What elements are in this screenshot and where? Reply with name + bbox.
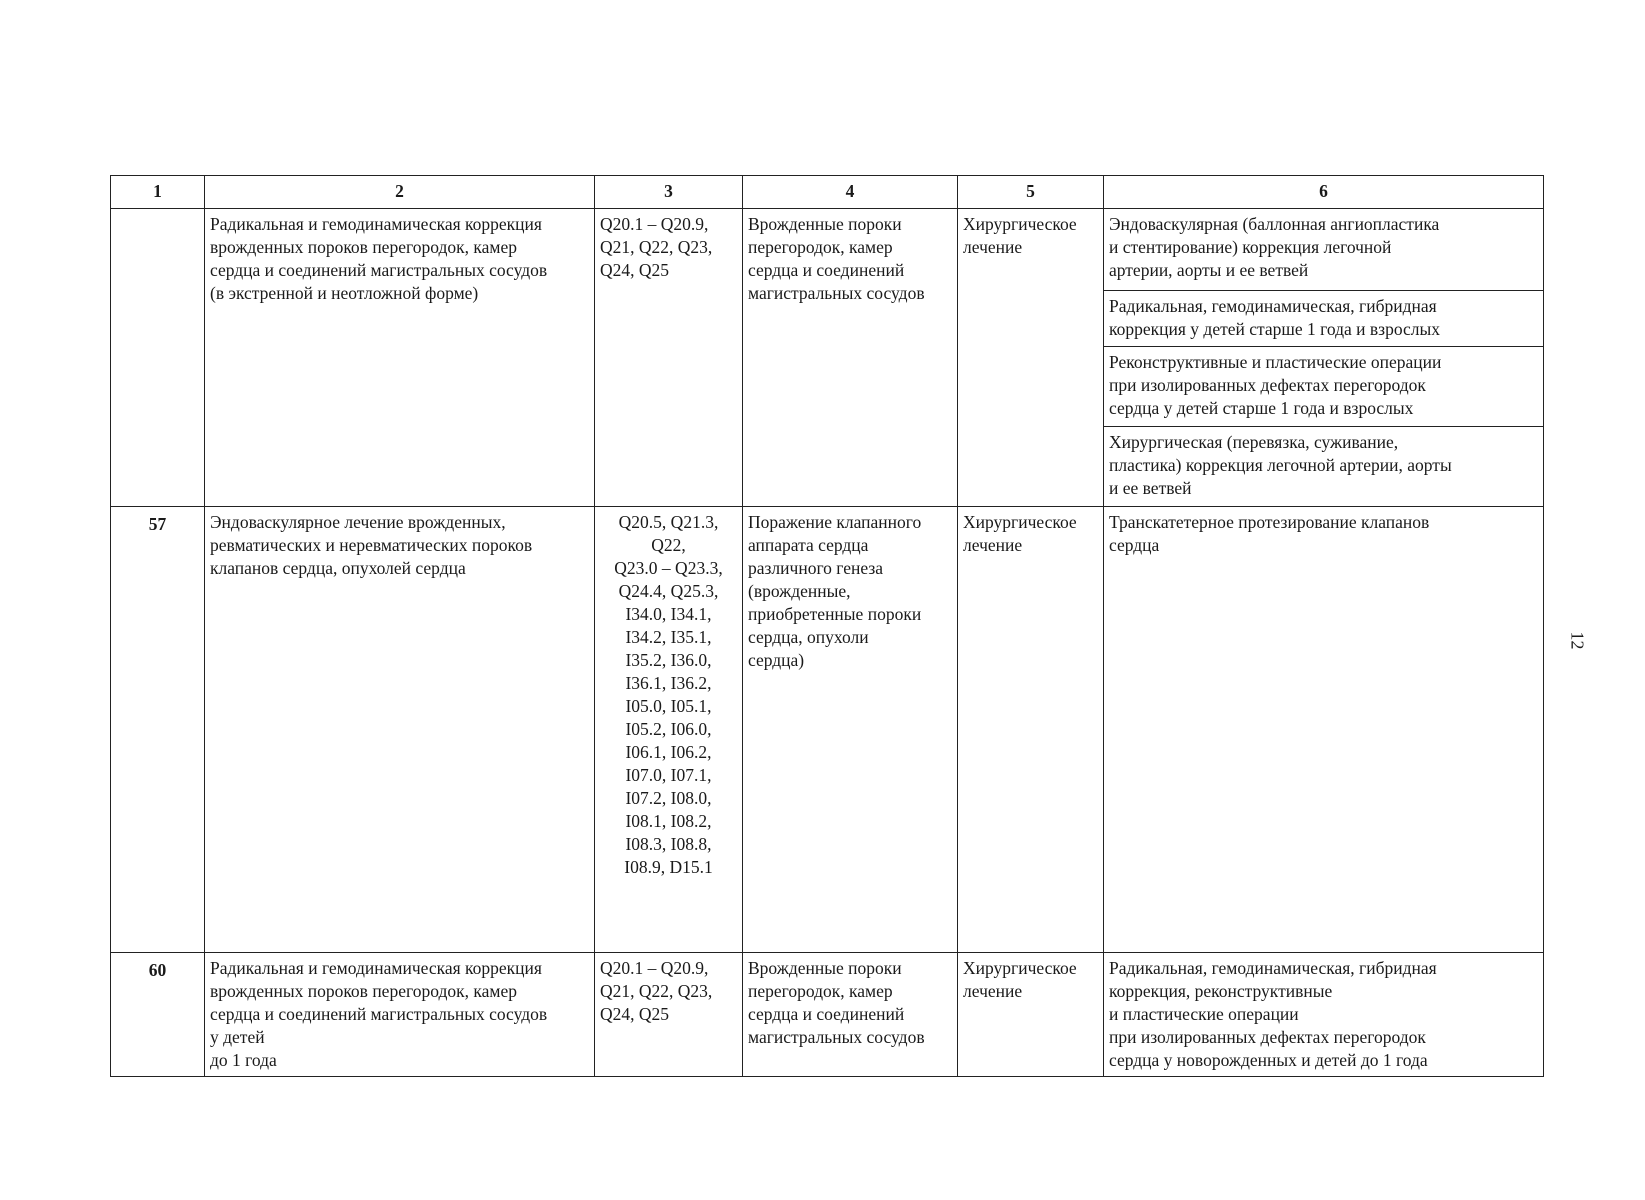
header-col-4: 4: [743, 176, 958, 209]
row-codes: Q20.5, Q21.3, Q22, Q23.0 – Q23.3, Q24.4, Q25.3, I34.0, I34.1, I34.2, I35.1, I35.2, I36.0, I36.1, I36.2, I05.0, I05.1, I05.2, I06.0, I06.1, I06.2, I07.0, I07.1, I07.2, I08.0, I08.1, I08.2, I08.3, I08.8, I08.9, D15.1: [595, 507, 743, 953]
procedures-table: [110, 175, 1544, 1077]
row-number: 57: [111, 507, 205, 953]
row-name: Эндоваскулярное лечение врожденных, ревматических и неревматических пороков клапанов сердца, опухолей сердца: [205, 507, 595, 953]
row-number: 60: [111, 953, 205, 1077]
row-name: Радикальная и гемодинамическая коррекция врожденных пороков перегородок, камер сердца и соединений магистральных сосудов у детей до 1 года: [205, 953, 595, 1077]
row-method: Эндоваскулярная (баллонная ангиопластика и стентирование) коррекция легочной артерии, аорты и ее ветвей: [1104, 209, 1544, 291]
row-method: Радикальная, гемодинамическая, гибридная коррекция, реконструктивные и пластические операции при изолированных дефектах перегородок сердца у новорожденных и детей до 1 года: [1104, 953, 1544, 1077]
row-model: Врожденные пороки перегородок, камер сердца и соединений магистральных сосудов: [743, 953, 958, 1077]
table-row: [111, 507, 1544, 953]
row-codes: Q20.1 – Q20.9, Q21, Q22, Q23, Q24, Q25: [595, 953, 743, 1077]
header-col-6: 6: [1104, 176, 1544, 209]
page-number: 12: [1567, 631, 1588, 650]
row-name: Радикальная и гемодинамическая коррекция врожденных пороков перегородок, камер сердца и соединений магистральных сосудов (в экстренной и неотложной форме): [205, 209, 595, 507]
header-row: [111, 176, 1544, 209]
row-method: Радикальная, гемодинамическая, гибридная коррекция у детей старше 1 года и взрослых: [1104, 291, 1544, 347]
row-model: Поражение клапанного аппарата сердца различного генеза (врожденные, приобретенные пороки сердца, опухоли сердца): [743, 507, 958, 953]
row-model: Врожденные пороки перегородок, камер сердца и соединений магистральных сосудов: [743, 209, 958, 507]
header-col-2: 2: [205, 176, 595, 209]
header-col-5: 5: [958, 176, 1104, 209]
table-row: [111, 953, 1544, 1077]
row-treatment: Хирургическое лечение: [958, 953, 1104, 1077]
row-codes: Q20.1 – Q20.9, Q21, Q22, Q23, Q24, Q25: [595, 209, 743, 507]
row-treatment: Хирургическое лечение: [958, 507, 1104, 953]
row-method: Транскатетерное протезирование клапанов сердца: [1104, 507, 1544, 953]
row-number: [111, 209, 205, 507]
row-method: Хирургическая (перевязка, суживание, пластика) коррекция легочной артерии, аорты и ее ветвей: [1104, 427, 1544, 507]
row-method: Реконструктивные и пластические операции при изолированных дефектах перегородок сердца у детей старше 1 года и взрослых: [1104, 347, 1544, 427]
header-col-1: 1: [111, 176, 205, 209]
header-col-3: 3: [595, 176, 743, 209]
row-treatment: Хирургическое лечение: [958, 209, 1104, 507]
table-row: [111, 209, 1544, 291]
